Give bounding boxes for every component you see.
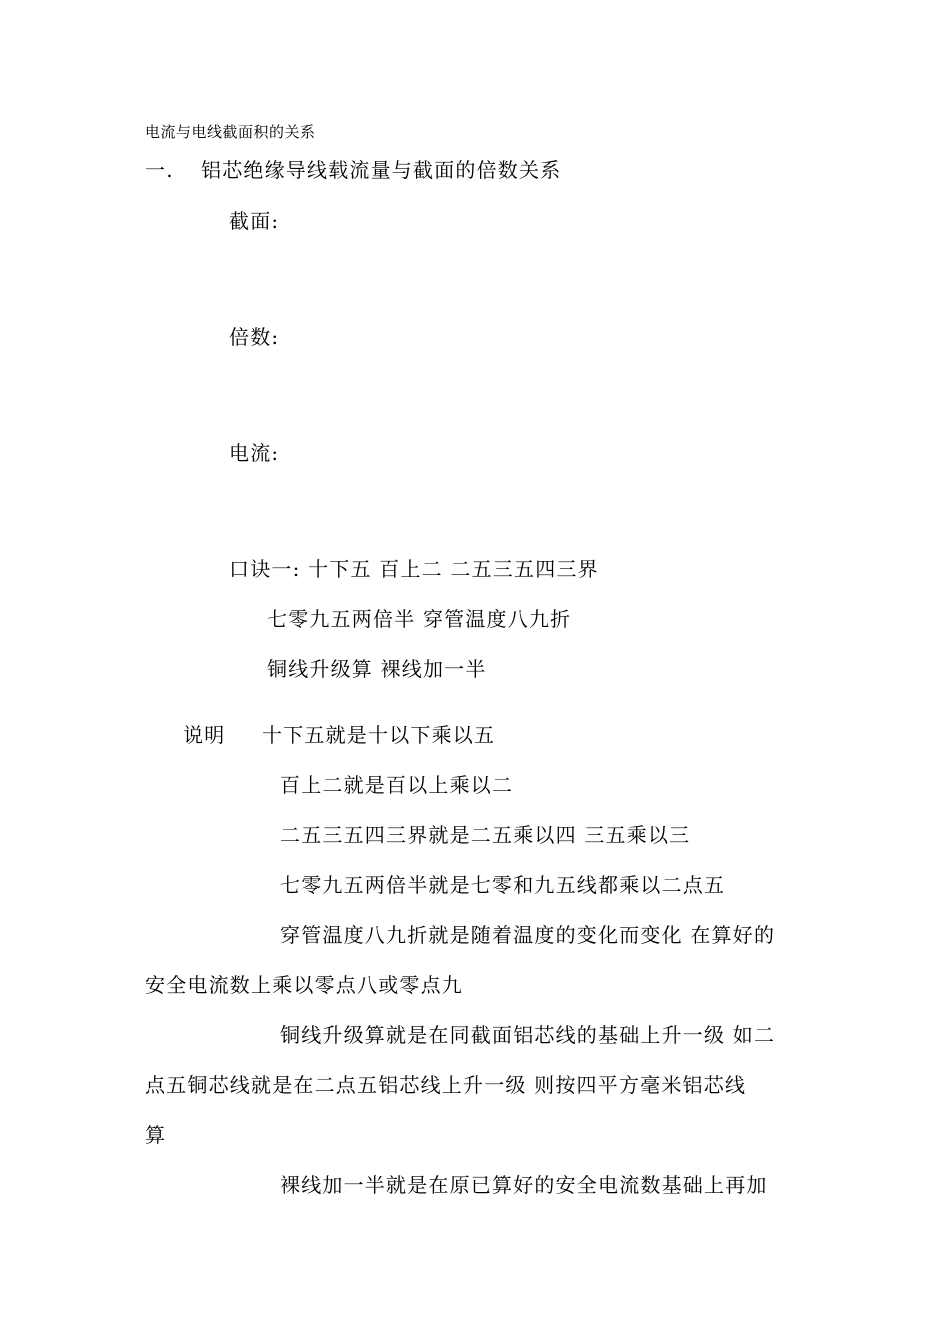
explanation-paragraph: 二五三五四三界就是二五乘以四 三五乘以三 xyxy=(280,823,691,847)
explanation-paragraph: 铜线升级算就是在同截面铝芯线的基础上升一级 如二 xyxy=(280,1023,776,1047)
explanation-paragraph: 七零九五两倍半就是七零和九五线都乘以二点五 xyxy=(280,873,726,897)
explanation-paragraph: 百上二就是百以上乘以二 xyxy=(280,773,514,797)
explanation-paragraph: 算 xyxy=(145,1123,167,1147)
mnemonic-line-1: 口诀一: 十下五 百上二 二五三五四三界 xyxy=(229,557,599,581)
explanation-paragraph: 十下五就是十以下乘以五 xyxy=(262,723,496,747)
section-heading: 铝芯绝缘导线载流量与截面的倍数关系 xyxy=(201,158,562,182)
cross-section-label: 截面: xyxy=(229,209,280,233)
explanation-paragraph: 安全电流数上乘以零点八或零点九 xyxy=(145,973,463,997)
explanation-paragraph: 裸线加一半就是在原已算好的安全电流数基础上再加 xyxy=(280,1173,768,1197)
section-number: 一. xyxy=(145,158,174,182)
multiple-label: 倍数: xyxy=(229,325,280,349)
document-title: 电流与电线截面积的关系 xyxy=(145,123,316,141)
mnemonic-line-3: 铜线升级算 裸线加一半 xyxy=(267,657,487,681)
explanation-label: 说明 xyxy=(183,723,226,747)
current-label: 电流: xyxy=(229,441,280,465)
explanation-paragraph: 点五铜芯线就是在二点五铝芯线上升一级 则按四平方毫米铝芯线 xyxy=(145,1073,747,1097)
explanation-paragraph: 穿管温度八九折就是随着温度的变化而变化 在算好的 xyxy=(280,923,776,947)
mnemonic-line-2: 七零九五两倍半 穿管温度八九折 xyxy=(267,607,572,631)
